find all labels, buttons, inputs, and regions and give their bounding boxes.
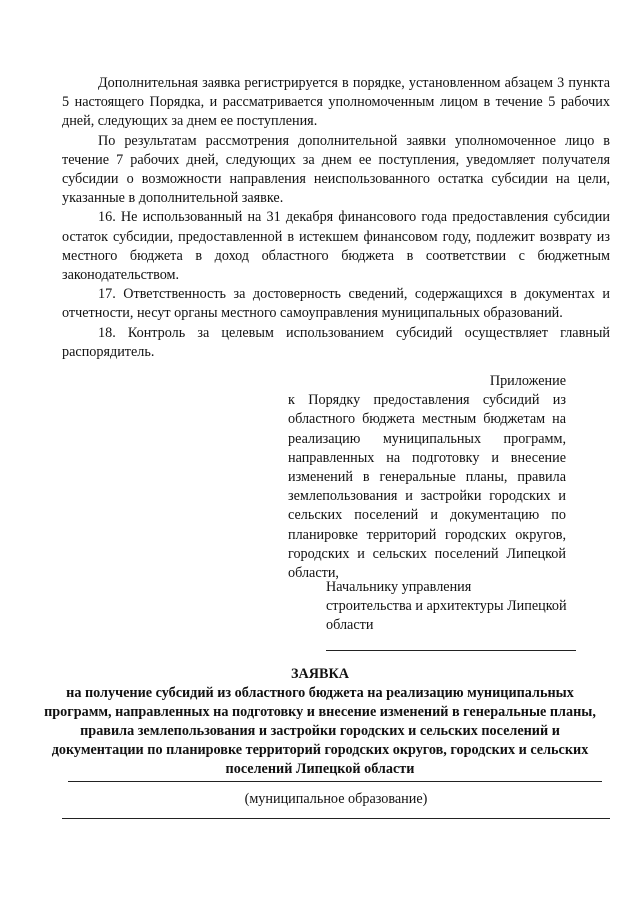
municipality-fill-line[interactable] (68, 781, 602, 782)
appendix-heading: Приложение (489, 373, 566, 389)
application-title: ЗАЯВКА (291, 666, 349, 682)
application-title-block (40, 665, 600, 779)
municipality-caption: (муниципальное образование) (244, 791, 428, 807)
addressee-line-2: строительства и архитектуры Липецкой (326, 598, 567, 615)
addressee-block (326, 578, 586, 651)
paragraph-review-results: По результатам рассмотрения дополнительной заявки уполномоченное лицо в течение 7 рабочих дней, следующих за днем ее поступления, уведомляет получателя субсидии о возможности направления неиспользованного остатка субсидии на цели, указанные в дополнительной заявке. (62, 132, 610, 207)
paragraph-additional-application: Дополнительная заявка регистрируется в порядке, установленном абзацем 3 пункта 5 настоящего Порядка, и рассматривается уполномоченным лицом в течение 5 рабочих дней, следующих за днем ее поступления. (62, 75, 610, 130)
paragraph-18: 18. Контроль за целевым использованием субсидий осуществляет главный распорядитель. (62, 324, 610, 360)
appendix-text: к Порядку предоставления субсидий из областного бюджета местным бюджетам на реализацию муниципальных программ, направленных на подготовку и внесение изменений в генеральные планы, правила землепользования и застройки городских и сельских поселений и документацию по планировке территорий городских округов, городских и сельских поселений Липецкой области, (288, 392, 566, 582)
addressee-line-3: области (326, 617, 374, 634)
paragraph-17: 17. Ответственность за достоверность сведений, содержащихся в документах и отчетности, несут органы местного самоуправления муниципальных образований. (62, 286, 610, 322)
paragraph-16: 16. Не использованный на 31 декабря финансового года предоставления субсидии остаток субсидии, предоставленной в истекшем финансовом году, подлежит возврату из местного бюджета в доход областного бюджета в соответствии с бюджетным законодательством. (62, 209, 610, 284)
second-fill-line[interactable] (62, 818, 610, 819)
addressee-signature-line[interactable] (326, 636, 576, 651)
appendix-block (288, 372, 566, 583)
application-subtitle: на получение субсидий из областного бюджета на реализацию муниципальных программ, направленных на подготовку и внесение изменений в генеральные планы, правила землепользования и застройки городских и сельских поселений и документации по планировке территорий городских округов, городских и сельских поселений Липецкой области (44, 685, 596, 777)
addressee-line-1: Начальнику управления (326, 579, 472, 595)
body-text (62, 74, 610, 362)
